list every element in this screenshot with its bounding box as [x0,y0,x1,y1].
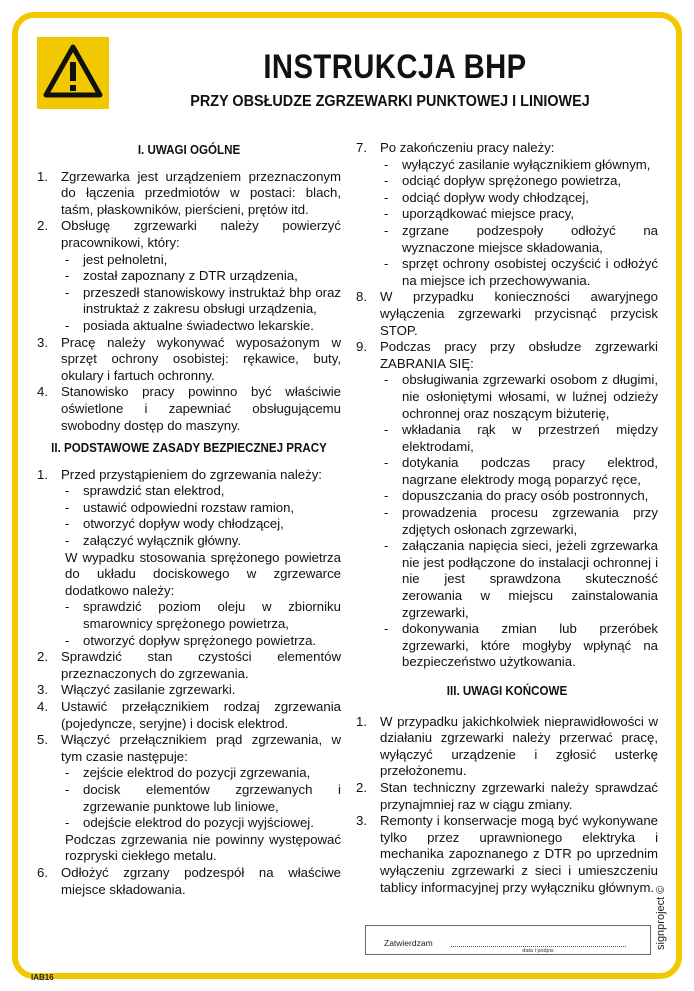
section-heading: I. UWAGI OGÓLNE [137,143,241,157]
sub-list-item [61,782,341,815]
list-item [356,339,658,671]
signature-label: Zatwierdzam [384,938,433,948]
list-item [37,699,341,732]
sub-list-item [61,268,341,285]
list-item [356,140,658,289]
bullet-dash: - [65,483,70,499]
list-item [356,813,658,896]
warning-triangle-icon [37,37,109,109]
bullet-dash: - [384,189,389,205]
sub-item-text: przeszedł stanowiskowy instruktaż bhp oraz instruktaż z zakresu obsługi urządzenia, [83,284,341,317]
section-2-list [37,467,341,898]
sub-list [61,765,341,831]
sub-list-item [380,488,658,505]
sub-list [61,252,341,335]
sub-item-text: wyłączyć zasilanie wyłącznikiem głównym, [402,156,651,172]
bullet-dash: - [384,488,389,504]
item-note: W wypadku stosowania sprężonego powietrza do układu dociskowego w zgrzewarce dodatkowo należy: [65,549,341,598]
item-number: 1. [356,713,367,729]
item-number: 6. [37,864,48,880]
item-text: Podczas pracy przy obsłudze zgrzewarki ZABRANIA SIĘ: [380,339,658,371]
sub-list-item [61,252,341,269]
list-item [37,335,341,385]
item-text: Przed przystąpieniem do zgrzewania należy: [61,466,322,482]
item-number: 8. [356,289,367,305]
bullet-dash: - [65,516,70,532]
page-title: INSTRUKCJA BHP [263,48,527,86]
sub-list-item [61,599,341,632]
item-text: W przypadku jakichkolwiek nieprawidłowości w działaniu zgrzewarki należy przerwać pracę, wyłączyć urządzenie i zgłosić usterkę przełożonemu. [380,713,658,779]
item-text: Odłożyć zgrzany podzespół na właściwe miejsce składowania. [61,864,341,897]
sub-list-item [380,422,658,455]
sub-item-text: zgrzane podzespoły odłożyć na wyznaczone miejsce składowania, [402,222,658,255]
bullet-dash: - [65,317,70,333]
item-text: Włączyć przełącznikiem prąd zgrzewania, w tym czasie następuje: [61,732,341,764]
list-item [37,467,341,650]
sub-item-text: dopuszczania do pracy osób postronnych, [402,488,649,504]
list-item [356,289,658,339]
sub-list-item [380,157,658,174]
bullet-dash: - [384,372,389,388]
sub-item-text: docisk elementów zgrzewanych i zgrzewanie punktowe lub liniowe, [83,781,341,814]
sub-item-text: dotykania podczas pracy elektrod, nagrzane elektrody mogą poparzyć ręce, [402,455,658,487]
sub-item-text: odciąć dopływ sprężonego powietrza, [402,173,622,189]
item-number: 2. [356,779,367,795]
list-item [37,169,341,219]
bullet-dash: - [65,781,70,797]
sub-list [380,157,658,290]
sub-list-item [380,505,658,538]
sub-item-text: obsługiwania zgrzewarki osobom z długimi, nie osłoniętymi włosami, w luźnej odzieży ochronnej oraz noszącym biżuterię, [402,372,658,421]
item-number: 3. [37,682,48,698]
sub-list-item [61,516,341,533]
item-number: 3. [356,813,367,829]
sub-list [61,483,341,549]
sub-list-item [380,206,658,223]
item-text: Pracę należy wykonywać wyposażonym w sprzęt ochrony osobistej: rękawice, buty, okulary i fartuch ochronny. [61,334,341,383]
item-text: Sprawdzić stan czystości elementów przeznaczonych do zgrzewania. [61,649,341,681]
bullet-dash: - [65,815,70,831]
sub-item-text: dokonywania zmian lub przeróbek zgrzewarki, które mogłyby wpłynąć na bezpieczeństwo użytkowania. [402,621,658,670]
sub-list-item [380,223,658,256]
item-text: Stan techniczny zgrzewarki należy sprawdzać przynajmniej raz w ciągu zmiany. [380,779,658,812]
sub-list-item [380,372,658,422]
sub-item-text: jest pełnoletni, [83,251,168,267]
product-code: IAB16 [31,973,54,982]
item-number: 9. [356,339,367,355]
section-2-list-continued [356,140,658,671]
item-number: 1. [37,168,48,184]
list-item [356,714,658,780]
item-text: Remonty i konserwacje mogą być wykonywane tylko przez uprawnionego elektryka i mechanika zapoznanego z DTR po uprzednim wyłączeniu zgrzewarki z sieci i umieszczeniu tablicy informacyjnej przy wyłączniku głównym. [380,813,658,895]
sub-item-text: został zapoznany z DTR urządzenia, [83,268,298,284]
bullet-dash: - [384,621,389,637]
item-number: 2. [37,218,48,234]
bullet-dash: - [384,422,389,438]
sub-item-text: ustawić odpowiedni rozstaw ramion, [83,499,295,515]
sub-item-text: otworzyć dopływ sprężonego powietrza. [83,632,317,648]
item-text: Zgrzewarka jest urządzeniem przeznaczonym do łączenia przedmiotów w postaci: blach, taśm, płaskowników, pierścieni, prętów itd. [61,168,341,217]
list-item [356,780,658,813]
sub-list-item [61,318,341,335]
sub-item-text: uporządkować miejsce pracy, [402,206,574,222]
bullet-dash: - [384,538,389,554]
bullet-dash: - [65,632,70,648]
sub-item-text: załączania napięcia sieci, jeżeli zgrzewarka nie jest podłączone do instalacji ochronnej i nie jest sprawdzona skuteczność zerowania w miejscu zainstalowania zgrzewarki, [402,538,658,620]
sub-list-item [61,815,341,832]
bullet-dash: - [65,599,70,615]
item-text: W przypadku konieczności awaryjnego wyłączenia zgrzewarki przycisnąć przycisk STOP. [380,289,658,338]
sub-list [61,599,341,649]
section-3-list [356,714,658,897]
list-item [37,732,341,865]
item-text: Stanowisko pracy powinno być właściwie oświetlone i zapewniać obsługującemu swobodny dostęp do maszyny. [61,384,341,433]
left-column [37,140,341,898]
sub-list-item [380,621,658,671]
sub-list-item [61,533,341,550]
sub-item-text: zejście elektrod do pozycji zgrzewania, [83,765,311,781]
item-number: 4. [37,699,48,714]
item-number: 1. [37,466,48,482]
sub-list-item [380,538,658,621]
item-number: 3. [37,334,48,350]
item-text: Po zakończeniu pracy należy: [380,140,555,155]
sub-list-item [61,285,341,318]
sub-list [380,372,658,671]
bullet-dash: - [384,173,389,189]
item-text: Ustawić przełącznikiem rodzaj zgrzewania (pojedyncze, seryjne) i docisk elektrod. [61,699,341,731]
sub-list-item [61,483,341,500]
bullet-dash: - [65,533,70,549]
signature-caption: data i podpis [522,948,554,954]
list-item [37,649,341,682]
item-text: Włączyć zasilanie zgrzewarki. [61,682,236,698]
section-heading: II. PODSTAWOWE ZASADY BEZPIECZNEJ PRACY [51,441,327,456]
sub-list-item [61,765,341,782]
bullet-dash: - [384,156,389,172]
bullet-dash: - [384,222,389,238]
bullet-dash: - [65,268,70,284]
bullet-dash: - [65,284,70,300]
bullet-dash: - [384,505,389,521]
section-1-list [37,169,341,435]
item-note: Podczas zgrzewania nie powinny występować rozpryski ciekłego metalu. [65,831,341,864]
sub-item-text: odciąć dopływ wody chłodzącej, [402,189,589,205]
signature-box [365,925,651,955]
brand-label: signproject © [655,885,667,950]
item-number: 7. [356,140,367,155]
item-number: 2. [37,649,48,665]
bullet-dash: - [65,499,70,515]
list-item [37,682,341,699]
sub-list-item [61,633,341,650]
bullet-dash: - [384,455,389,471]
sub-list-item [61,500,341,517]
signature-line [451,946,626,947]
bullet-dash: - [384,206,389,222]
sub-item-text: sprzęt ochrony osobistej oczyścić i odłożyć na miejsce ich przechowywania. [402,256,658,288]
item-number: 5. [37,732,48,748]
sub-item-text: otworzyć dopływ wody chłodzącej, [83,516,284,532]
sub-item-text: posiada aktualne świadectwo lekarskie. [83,317,314,333]
sub-list-item [380,455,658,488]
sub-item-text: sprawdzić poziom oleju w zbiorniku smarownicy sprężonego powietrza, [83,599,341,632]
page-subtitle: PRZY OBSŁUDZE ZGRZEWARKI PUNKTOWEJ I LINIOWEJ [190,93,590,110]
list-item [37,865,341,898]
list-item [37,218,341,334]
sub-item-text: prowadzenia procesu zgrzewania przy zdjętych osłonach zgrzewarki, [402,505,658,537]
section-heading: III. UWAGI KOŃCOWE [446,684,568,698]
sub-item-text: odejście elektrod do pozycji wyjściowej. [83,815,314,831]
item-text: Obsługę zgrzewarki należy powierzyć pracownikowi, który: [61,218,341,250]
sub-item-text: załączyć wyłącznik główny. [83,533,242,549]
sub-list-item [380,190,658,207]
sub-item-text: wkładania rąk w przestrzeń między elektrodami, [402,422,658,454]
bullet-dash: - [384,256,389,272]
item-number: 4. [37,384,48,400]
bullet-dash: - [65,251,70,267]
right-column [356,140,658,896]
sub-list-item [380,256,658,289]
sub-list-item [380,173,658,190]
list-item [37,384,341,434]
sub-item-text: sprawdzić stan elektrod, [83,483,225,499]
bullet-dash: - [65,765,70,781]
